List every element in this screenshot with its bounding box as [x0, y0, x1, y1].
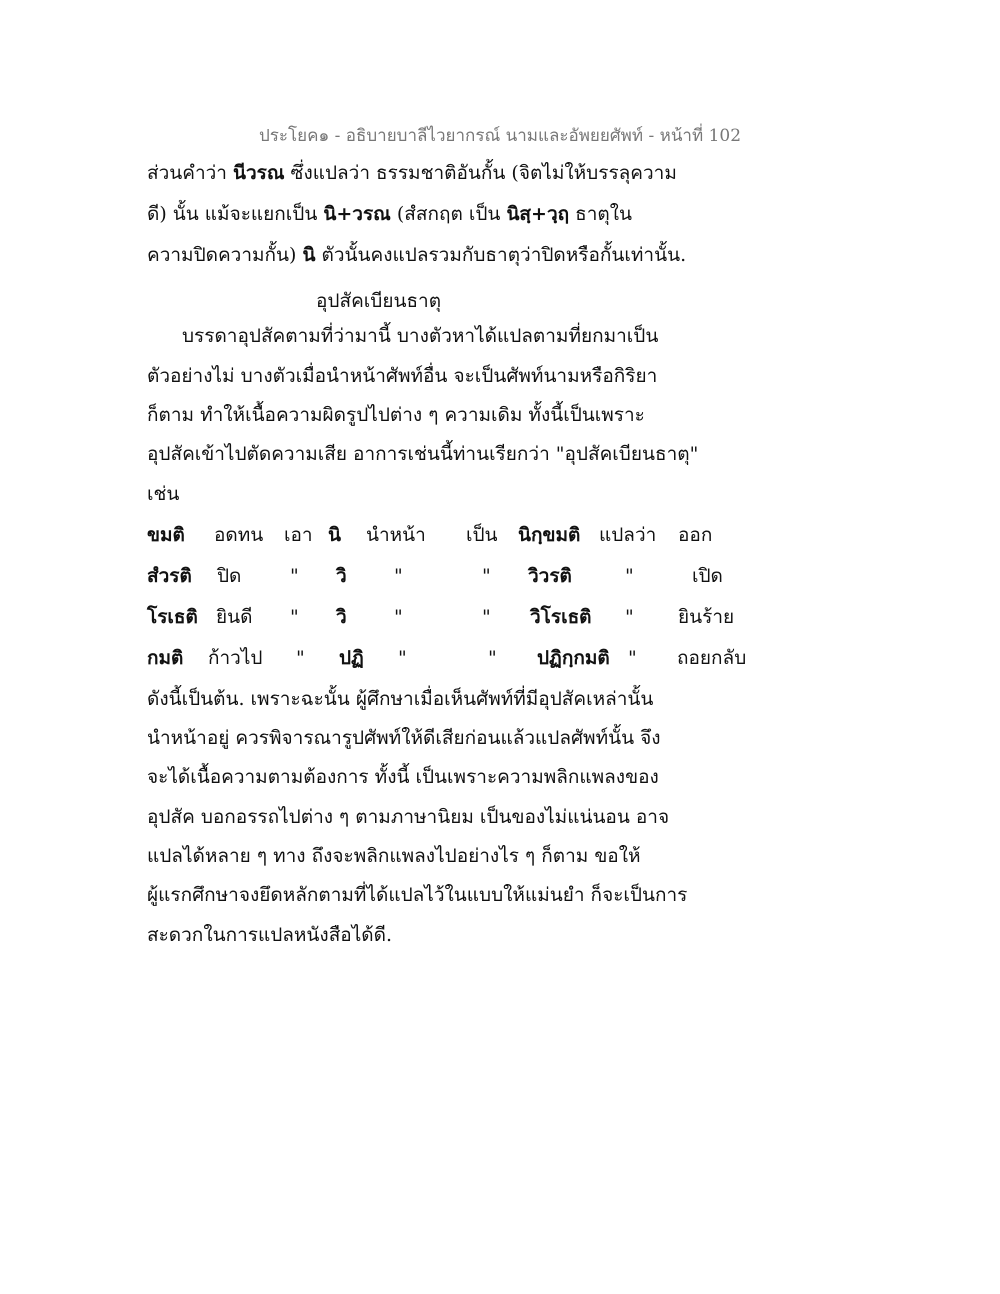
- para2-line: นำหน้าอยู่ ควรพิจารณารูปศัพท์ให้ดีเสียก่อนแล้วแปลศัพท์นั้น จึง: [147, 727, 661, 749]
- table-cell-take: ": [290, 606, 299, 628]
- text: (สํสกฤต เป็น: [390, 203, 507, 225]
- term-sanskrit: นิสฺ+วฺฤ: [506, 203, 570, 225]
- term-ni: นิ: [302, 244, 316, 266]
- text: ส่วนคำว่า: [147, 162, 234, 184]
- table-cell-result-meaning: ถอยกลับ: [677, 647, 747, 669]
- table-cell-become: ": [482, 606, 491, 628]
- table-cell-meaning: ก้าวไป: [208, 647, 263, 669]
- para2-line: แปลได้หลาย ๆ ทาง ถึงจะพลิกแพลงไปอย่างไร ๆ ก็ตาม ขอให้: [147, 845, 641, 867]
- table-cell-meaning: ปิด: [217, 565, 242, 587]
- table-cell-take: เอา: [284, 524, 313, 546]
- para2-line: จะได้เนื้อความตามต้องการ ทั้งนี้ เป็นเพราะความพลิกแพลงของ: [147, 766, 659, 788]
- table-cell-take: ": [296, 647, 305, 669]
- table-cell-front: ": [398, 647, 407, 669]
- table-cell-translate: ": [625, 565, 634, 587]
- table-cell-result: วิวรติ: [528, 565, 572, 587]
- para1-line: อุปสัคเข้าไปตัดความเสีย อาการเช่นนี้ท่านเรียกว่า "อุปสัคเบียนธาตุ": [147, 443, 699, 465]
- para2-line: ดังนี้เป็นต้น. เพราะฉะนั้น ผู้ศึกษาเมื่อเห็นศัพท์ที่มีอุปสัคเหล่านั้น: [147, 688, 654, 710]
- table-cell-prefix: นิ: [328, 524, 341, 546]
- table-cell-root: โรเธติ: [147, 606, 198, 628]
- table-cell-translate: แปลว่า: [599, 524, 657, 546]
- text: ตัวนั้นคงแปลรวมกับธาตุว่าปิดหรือกั้นเท่านั้น.: [315, 244, 687, 266]
- intro-line-3: [147, 242, 686, 268]
- table-cell-root: สํวรติ: [147, 565, 192, 587]
- table-cell-become: ": [482, 565, 491, 587]
- table-cell-become: เป็น: [466, 524, 498, 546]
- table-cell-front: นำหน้า: [366, 524, 426, 546]
- para2-line: ผู้แรกศึกษาจงยึดหลักตามที่ได้แปลไว้ในแบบให้แม่นยำ ก็จะเป็นการ: [147, 884, 688, 906]
- table-cell-result-meaning: ยินร้าย: [678, 606, 735, 628]
- table-cell-result: ปฏิกฺกมติ: [537, 647, 610, 669]
- table-cell-root: กมติ: [147, 647, 184, 669]
- text: ความปิดความกั้น): [147, 244, 303, 266]
- para1-line: เช่น: [147, 483, 180, 505]
- table-cell-prefix: วิ: [336, 606, 347, 628]
- para2-line: อุปสัค บอกอรรถไปต่าง ๆ ตามภาษานิยม เป็นของไม่แน่นอน อาจ: [147, 806, 670, 828]
- table-cell-front: ": [394, 565, 403, 587]
- table-cell-front: ": [394, 606, 403, 628]
- term-nivarana: นีวรณ: [233, 162, 285, 184]
- term-ni-varana: นิ+วรณ: [323, 203, 391, 225]
- text: ธาตุใน: [569, 203, 633, 225]
- table-cell-translate: ": [625, 606, 634, 628]
- table-cell-result: วิโรเธติ: [530, 606, 592, 628]
- table-cell-take: ": [290, 565, 299, 587]
- para1-line: บรรดาอุปสัคตามที่ว่ามานี้ บางตัวหาได้แปลตามที่ยกมาเป็น: [182, 325, 659, 347]
- table-cell-result-meaning: เปิด: [692, 565, 723, 587]
- intro-line-1: [147, 160, 677, 186]
- page-header: ประโยค๑ - อธิบายบาลีไวยากรณ์ นามและอัพยยศัพท์ - หน้าที่ 102: [258, 126, 742, 146]
- table-cell-become: ": [488, 647, 497, 669]
- para2-line: สะดวกในการแปลหนังสือได้ดี.: [147, 924, 392, 946]
- table-cell-root: ขมติ: [147, 524, 185, 546]
- table-cell-meaning: ยินดี: [216, 606, 253, 628]
- table-cell-result: นิกฺขมติ: [518, 524, 581, 546]
- table-cell-translate: ": [628, 647, 637, 669]
- intro-line-2: [147, 201, 632, 227]
- table-cell-prefix: วิ: [336, 565, 347, 587]
- table-cell-prefix: ปฏิ: [339, 647, 364, 669]
- para1-line: ตัวอย่างไม่ บางตัวเมื่อนำหน้าศัพท์อื่น จะเป็นศัพท์นามหรือกิริยา: [147, 365, 658, 387]
- text: ดี) นั้น แม้จะแยกเป็น: [147, 203, 324, 225]
- para1-line: ก็ตาม ทำให้เนื้อความผิดรูปไปต่าง ๆ ความเดิม ทั้งนี้เป็นเพราะ: [147, 404, 645, 426]
- table-cell-meaning: อดทน: [214, 524, 264, 546]
- section-heading: อุปสัคเบียนธาตุ: [316, 290, 442, 312]
- table-cell-result-meaning: ออก: [678, 524, 713, 546]
- text: ซึ่งแปลว่า ธรรมชาติอันกั้น (จิตไม่ให้บรรลุความ: [284, 162, 677, 184]
